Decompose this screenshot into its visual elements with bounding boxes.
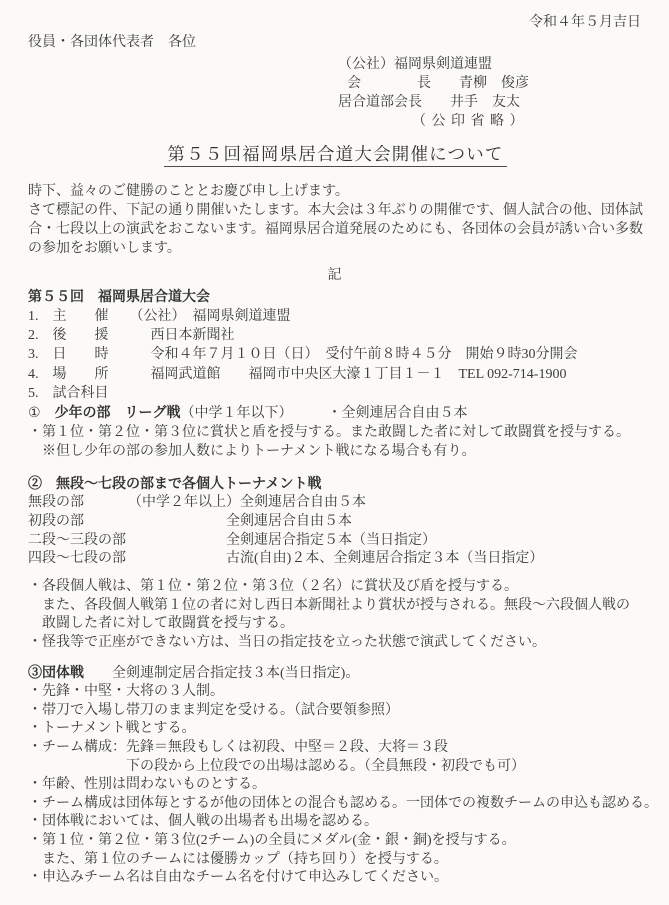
- bullet-line: ・帯刀で入場し帯刀のまま判定を受ける。（試合要領参照）: [28, 702, 399, 718]
- greeting-line: 時下、益々のご健勝のこととお慶び申し上げます。: [28, 184, 349, 199]
- bullet-line: ・先鋒・中堅・大将の３人制。: [28, 684, 224, 700]
- dan-class-table: [28, 494, 643, 569]
- overview-list: [28, 307, 643, 403]
- dan-desc: 古流(自由)２本、全剣連居合指定３本（当日指定）: [226, 551, 544, 567]
- bullet-line: また、第１位のチームには優勝カップ（持ち回り）を授与する。: [28, 851, 448, 867]
- event-heading: 第５５回 福岡県居合道大会: [28, 290, 210, 305]
- dan-row: [28, 532, 643, 551]
- overview-line-datetime: 3. 日 時 令和４年７月１０日（日） 受付午前８時４５分 開始９時30分開会: [28, 347, 578, 363]
- dan-desc: 全剣連居合自由５本: [240, 495, 366, 511]
- section-youth: [28, 404, 643, 461]
- dan-note: （中学２年以上）: [128, 495, 240, 511]
- bullet-line: 敢闘した者に対して敢闘賞を授与する。: [28, 616, 294, 632]
- section-team: [28, 665, 658, 888]
- section-team-heading: [28, 665, 643, 684]
- dan-row: [28, 494, 643, 513]
- document-title: 第５５回福岡県居合道大会開催について: [164, 144, 506, 167]
- bullet-line: 下の段から上位段での出場は認める。（全員無段・初段でも可）: [28, 758, 525, 774]
- dan-label: 初段の部: [28, 513, 84, 529]
- dan-desc: 全剣連居合自由５本: [226, 513, 352, 529]
- dan-row: [28, 513, 643, 532]
- sender-block: [338, 55, 643, 131]
- overview-line-events: 5. 試合科目: [28, 385, 109, 401]
- section-team-detail: 全剣連制定居合指定技３本(当日指定)。: [84, 665, 360, 681]
- sender-president-line: 会 長 青柳 俊彦: [347, 76, 529, 91]
- overview-line-support: 2. 後 援 西日本新聞社: [28, 328, 235, 344]
- title-row: [28, 141, 643, 170]
- sender-division-line: 居合道部会長 井手 友太: [338, 95, 520, 110]
- overview-line-host: 1. 主 催 （公社） 福岡県剣道連盟: [28, 309, 291, 324]
- bullet-line: ・怪我等で正座ができない方は、当日の指定技を立った状態で演武してください。: [28, 634, 546, 650]
- section-individual: [28, 475, 643, 653]
- dan-row: [28, 550, 643, 569]
- section-youth-heading: [28, 404, 643, 423]
- dan-label: 四段～七段の部: [28, 551, 126, 567]
- issue-date: 令和４年５月吉日: [529, 15, 641, 30]
- record-mark: 記: [327, 268, 344, 283]
- bullet-line: また、各段個人戦第１位の者に対し西日本新聞社より賞状が授与される。無段～六段個人戦の: [28, 597, 630, 613]
- overview-line-venue: 4. 場 所 福岡武道館 福岡市中央区大濠１丁目１－１ TEL 092-714-1900: [28, 366, 567, 382]
- section-individual-notes: [28, 578, 643, 652]
- bullet-line: ・団体戦においては、個人戦の出場者も出場を認める。: [28, 814, 378, 830]
- bullet-line: ・チーム構成は団体毎とするが他の団体との混合も認める。一団体での複数チームの申込も認める。: [28, 795, 658, 811]
- section-team-title: ③団体戦: [28, 665, 84, 681]
- bullet-line: ・年齢、性別は問わないものとする。: [28, 777, 266, 793]
- dan-desc: 全剣連居合指定５本（当日指定）: [226, 532, 436, 548]
- bullet-line: ・チーム構成：先鋒＝無段もしくは初段、中堅＝２段、大将＝３段: [28, 739, 448, 755]
- dan-note: [128, 550, 226, 569]
- bullet-line: ・第１位・第２位・第３位に賞状と盾を授与する。また敢闘した者に対して敢闘賞を授与する。: [28, 425, 630, 441]
- recipient-line: 役員・各団体代表者 各位: [28, 35, 196, 50]
- bullet-line: ・各段個人戦は、第１位・第２位・第３位（２名）に賞状及び盾を授与する。: [28, 579, 518, 595]
- dan-note: [128, 513, 226, 532]
- section-youth-detail: （中学１年以下） ・全剣連居合自由５本: [180, 406, 468, 422]
- bullet-line: ・第１位・第２位・第３位(2チーム)の全員にメダル(金・銀・銅)を授与する。: [28, 832, 516, 848]
- dan-label: 二段～三段の部: [28, 532, 126, 548]
- greeting-paragraph: さて標記の件、下記の通り開催いたします。本大会は３年ぶりの開催です、個人試合の他、団体試合・七段以上の演武をおこないます。福岡県居合道発展のためにも、各団体の会員が誘い合い多数の参加をお願いします。: [28, 203, 643, 256]
- section-youth-number: ①: [28, 406, 55, 422]
- bullet-line: ・トーナメント戦とする。: [28, 721, 196, 737]
- section-youth-title: 少年の部 リーグ戦: [54, 406, 181, 422]
- dan-label: 無段の部: [28, 495, 84, 511]
- seal-omitted-note: （ 公 印 省 略 ）: [412, 114, 525, 129]
- bullet-line: ・申込みチーム名は自由なチーム名を付けて申込みしてください。: [28, 870, 448, 886]
- section-individual-heading: ② 無段～七段の部まで各個人トーナメント戦: [28, 477, 322, 493]
- sender-org: （公社）福岡県剣道連盟: [338, 57, 492, 72]
- dan-note: [128, 532, 226, 551]
- bullet-line: ※但し少年の部の参加人数によりトーナメント戦になる場合も有り。: [28, 444, 476, 460]
